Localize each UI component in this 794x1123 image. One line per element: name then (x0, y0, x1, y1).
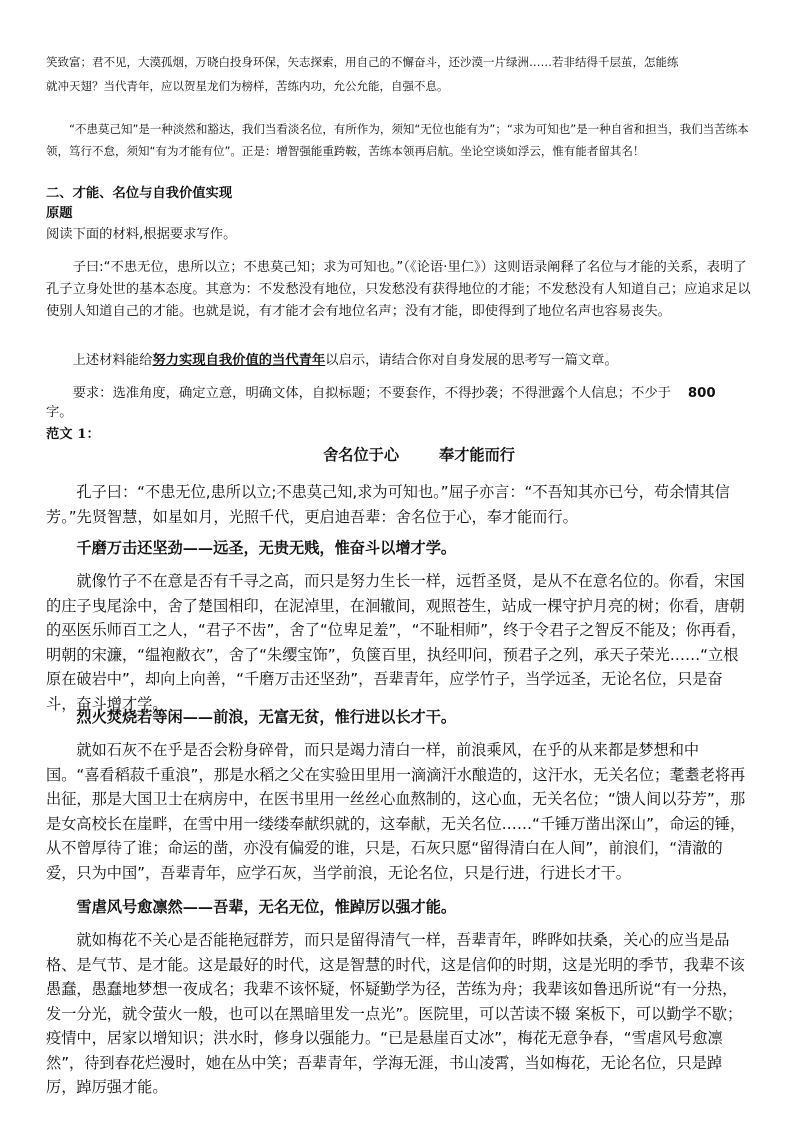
essay-paragraph-2: 就如石灰不在乎是否会粉身碎骨，而只是竭力清白一样，前浪乘风，在乎的从来都是梦想和中国。“喜看稻菽千重浪”，那是水稻之父在实验田里用一滴滴汗水酿造的，这汗水，无关名位；耄耋老将再出征，那是大国卫士在病房中，在医书里用一丝丝心血熬制的，这心血，无关名位；“馈人间以芬芳”，那是女高校长在崖畔，在雪中用一缕缕奉献织就的，这奉献，无关名位……“千锤万凿出深山”，命运的锤，从不曾厚待了谁；命运的凿，亦没有偏爱的谁，只是，石灰只愿“留得清白在人间”，前浪们，“清澈的爱，只为中国”，吾辈青年，应学石灰，当学前浪，无论名位，只是行进，行进长才干。 (46, 741, 746, 882)
essay-title-part-1: 舍名位于心 (323, 446, 399, 464)
section-heading: 二、才能、名位与自我价值实现 (46, 186, 233, 201)
sample-label: 范文 1： (46, 427, 100, 442)
closing-paragraph: “不患莫己知”是一种淡然和豁达，我们当看淡名位，有所作为，须知“无位也能有为”；“求为可知也”是一种自省和担当，我们当苦练本领，笃行不怠，须知“有为才能有位”。正是：增智强能重跨鞍，苦练本领再启航。坐论空谈如浮云，惟有能者留其名！ (46, 122, 749, 158)
inspire-paragraph (46, 350, 752, 371)
inspire-after: 以启示，请结合你对自身发展的思考写一篇文章。 (325, 353, 618, 368)
top-paragraph (46, 50, 752, 98)
essay-heading-1: 千磨万击还坚劲——远圣，无贵无贱，惟奋斗以增才学。 (76, 539, 457, 557)
essay-heading-2: 烈火焚烧若等闲——前浪，无富无贫，惟行进以长才干。 (76, 708, 457, 726)
requirement-paragraph (46, 384, 752, 422)
requirement-count: 800 (687, 386, 716, 401)
inspire-before: 上述材料能给 (72, 353, 153, 368)
material-paragraph: 子曰:“不患无位，患所以立；不患莫己知；求为可知也。”（《论语·里仁》）这则语录阐释了名位与才能的关系，表明了孔子立身处世的基本态度。其意为：不发愁没有地位，只发愁没有获得地位的才能；不发愁没有人知道自己；应追求足以使别人知道自己的才能。也就是说，有才能才会有地位名声；没有才能，即使得到了地位名声也容易丧失。 (46, 260, 751, 319)
top-paragraph-line-2: 就冲天翅？当代青年，应以贺星龙们为榜样，苦练内功，允公允能，自强不息。 (46, 79, 449, 93)
requirement-unit: 字。 (46, 405, 73, 420)
original-label: 原题 (46, 206, 73, 221)
essay-paragraph-3: 就如梅花不关心是否能艳冠群芳，而只是留得清气一样，吾辈青年，晔晔如扶桑，关心的应当是品格、是气节、是才能。这是最好的时代，这是智慧的时代，这是信仰的时期，这是光明的季节，我辈不该愚蠢，愚蠢地梦想一夜成名；我辈不该怀疑，怀疑勤学为径，苦练为舟；我辈该如鲁迅所说“有一分热，发一分光，就令萤火一般，也可以在黑暗里发一点光”。医院里，可以苦读不辍 案板下，可以勤学不歇；疫情中，居家以增知识；洪水时，修身以强能力。“已是悬崖百丈冰”，梅花无意争春，“雪虐风号愈凛然”，待到春花烂漫时，她在丛中笑；吾辈青年，学海无涯，书山凌霄，当如梅花，无论名位，只是踔厉，踔厉强才能。 (46, 931, 745, 1096)
essay-heading-3: 雪虐风号愈凛然——吾辈，无名无位，惟踔厉以强才能。 (76, 898, 457, 916)
inspire-highlight: 努力实现自我价值的当代青年 (152, 353, 326, 368)
requirement-text: 要求：选准角度，确定立意，明确文体，自拟标题；不要套作，不得抄袭；不得泄露个人信息；不少于 (72, 386, 671, 401)
essay-intro: 孔子曰：“不患无位,患所以立;不患莫己知,求为可知也。”屈子亦言：“不吾知其亦已兮，苟余情其信芳。”先贤智慧，如星如月，光照千代，更启迪吾辈：舍名位于心，奉才能而行。 (46, 483, 730, 526)
top-paragraph-line-1: 笑致富；君不见，大漠孤烟，万晓白投身环保，矢志探索，用自己的不懈奋斗，还沙漠一片绿洲……若非结得千层茧，怎能练 (46, 55, 679, 69)
essay-title-part-2: 奉才能而行 (439, 446, 515, 464)
essay-paragraph-1: 就像竹子不在意是否有千寻之高，而只是努力生长一样，远哲圣贤，是从不在意名位的。你看，宋国的庄子曳尾涂中，舍了楚国相印，在泥淖里，在洄辙间，观照苍生，站成一棵守护月亮的树；你看，唐朝的巫医乐师百工之人，“君子不齿”，舍了“位卑足羞”，“不耻相师”，终于令君子之智反不能及；你再看，明朝的宋濂，“缊袍敝衣”，舍了“朱缨宝饰”，负箧百里，执经叩问，预君子之列，承天子荣光……“立根原在破岩中”，却向上向善，“千磨万击还坚劲”，吾辈青年，应学竹子，当学远圣，无论名位，只是奋斗，奋斗增才学。 (46, 572, 747, 713)
instruction-text: 阅读下面的材料,根据要求写作。 (46, 227, 237, 242)
essay-title (46, 443, 752, 468)
